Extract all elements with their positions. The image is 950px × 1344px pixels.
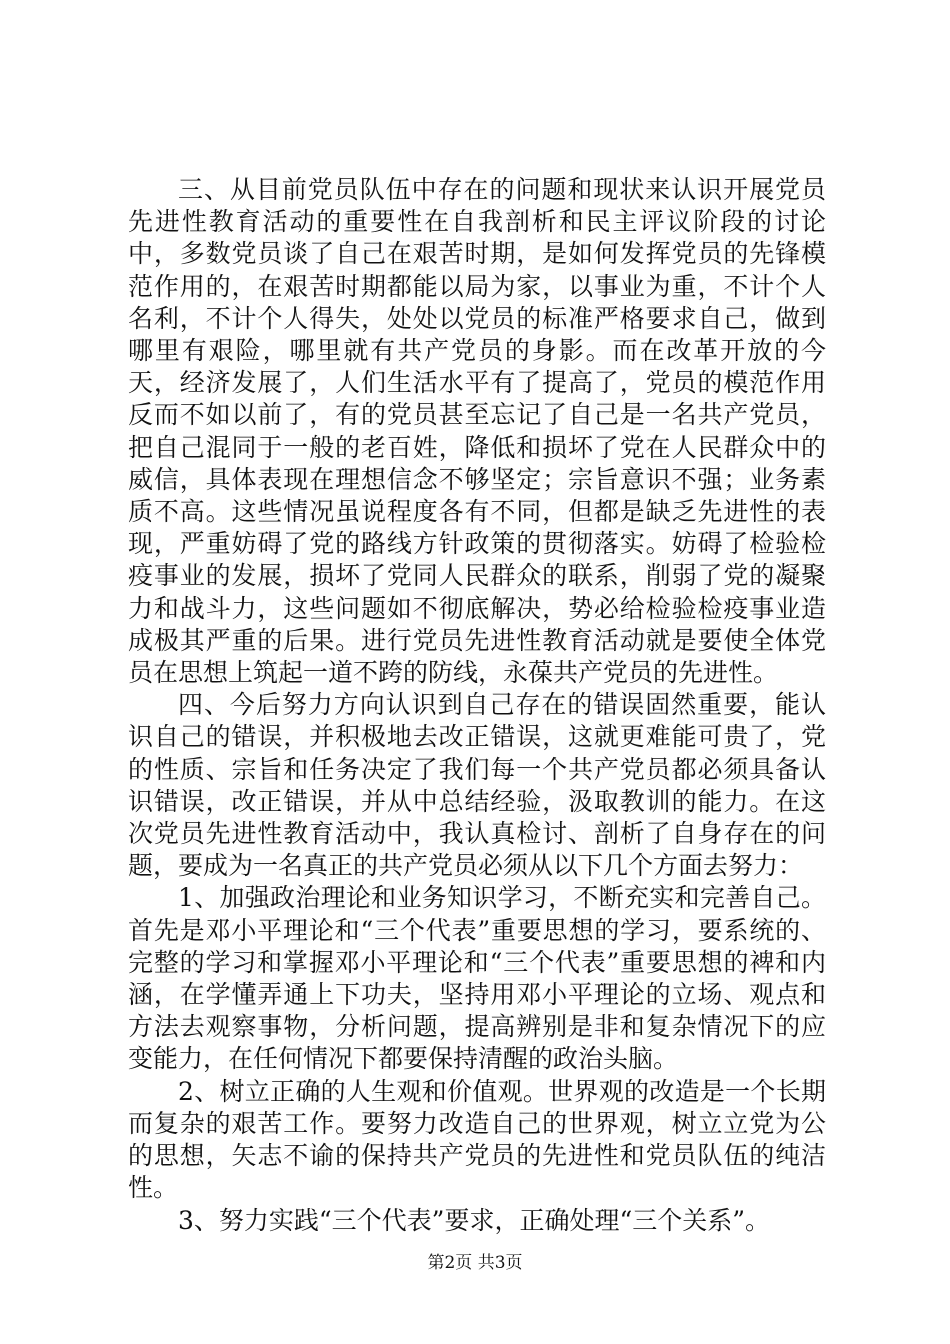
- document-body: [128, 174, 826, 1237]
- paragraph-item-three: 3、努力实践“三个代表”要求，正确处理“三个关系”。: [178, 1205, 771, 1235]
- paragraph-section-four: 四、今后努力方向认识到自己存在的错误固然重要，能认识自己的错误，并积极地去改正错误，这就更难能可贵了，党的性质、宗旨和任务决定了我们每一个共产党员都必须具备认识错误，改正错误，并从中总结经验，汲取教训的能力。在这次党员先进性教育活动中，我认真检讨、剖析了自身存在的问题，要成为一名真正的共产党员必须从以下几个方面去努力：: [128, 690, 826, 881]
- paragraph-item-one: 1、加强政治理论和业务知识学习，不断充实和完善自己。首先是邓小平理论和“三个代表”重要思想的学习，要系统的、完整的学习和掌握邓小平理论和“三个代表”重要思想的裨和内涵，在学懂弄通上下功夫，坚持用邓小平理论的立场、观点和方法去观察事物，分析问题，提高辨别是非和复杂情况下的应变能力，在任何情况下都要保持清醒的政治头脑。: [128, 883, 826, 1074]
- paragraph-item-two: 2、树立正确的人生观和价值观。世界观的改造是一个长期而复杂的艰苦工作。要努力改造自己的世界观，树立立党为公的思想，矢志不谕的保持共产党员的先进性和党员队伍的纯洁性。: [128, 1076, 826, 1203]
- page-number-footer: 第2页 共3页: [427, 1253, 523, 1273]
- paragraph-section-three: 三、从目前党员队伍中存在的问题和现状来认识开展党员先进性教育活动的重要性在自我剖析和民主评议阶段的讨论中，多数党员谈了自己在艰苦时期，是如何发挥党员的先锋模范作用的，在艰苦时期都能以局为家，以事业为重，不计个人名利，不计个人得失，处处以党员的标准严格要求自己，做到哪里有艰险，哪里就有共产党员的身影。而在改革开放的今天，经济发展了，人们生活水平有了提高了，党员的模范作用反而不如以前了，有的党员甚至忘记了自己是一名共产党员，把自己混同于一般的老百姓，降低和损坏了党在人民群众中的威信，具体表现在理想信念不够坚定；宗旨意识不强；业务素质不高。这些情况虽说程度各有不同，但都是缺乏先进性的表现，严重妨碍了党的路线方针政策的贯彻落实。妨碍了检验检疫事业的发展，损坏了党同人民群众的联系，削弱了党的凝聚力和战斗力，这些问题如不彻底解决，势必给检验检疫事业造成极其严重的后果。进行党员先进性教育活动就是要使全体党员在思想上筑起一道不跨的防线，永葆共产党员的先进性。: [128, 175, 826, 688]
